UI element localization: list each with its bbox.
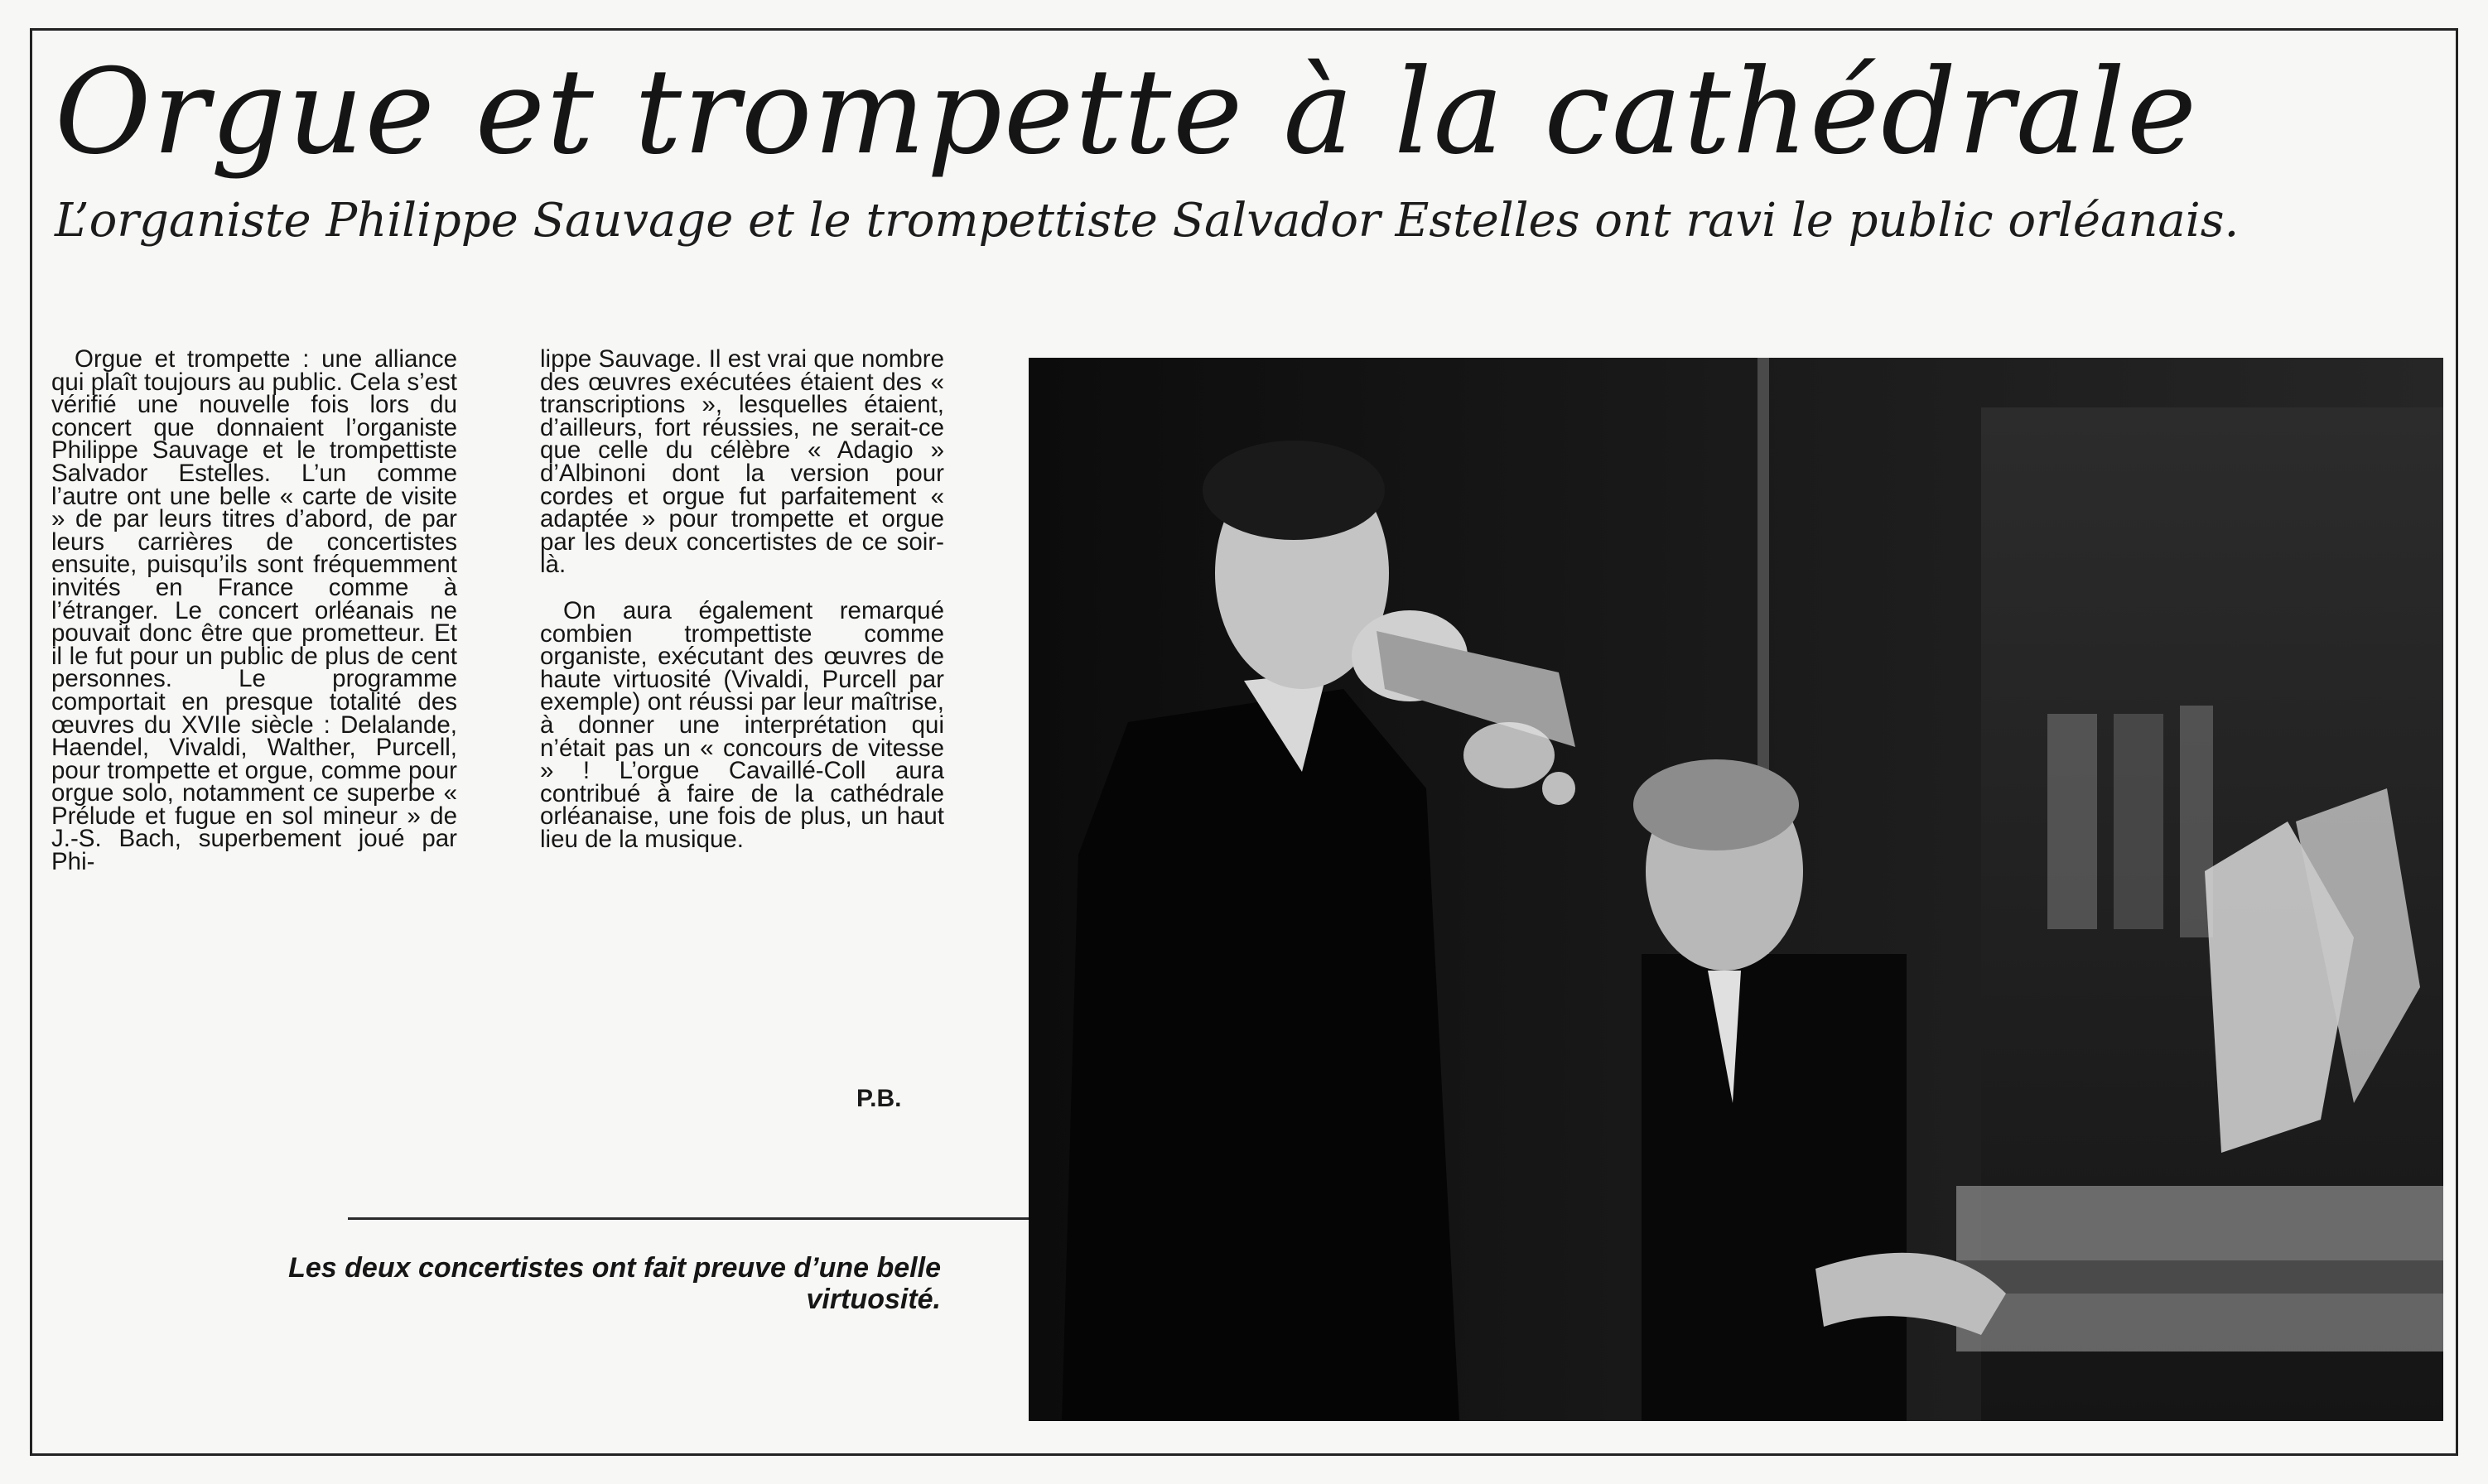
headline: Orgue et trompette à la cathédrale [55,44,2199,181]
article-column-2 [540,345,944,853]
article-column-1 [51,345,457,876]
column-2-paragraph-2: On aura également remarqué combien trompettiste comme organiste, exécutant des œuvres de haute virtuosité (Vivaldi, Purcell par exemple) ont réussi par leur maîtrise, à donner une interprétation qui n’était pas un « concours de vitesse » ! L’orgue Cavaillé-Coll aura contribué à faire de la cathédrale orléanaise, une fois de plus, un haut lieu de la musique. [540,596,944,853]
byline: P.B. [856,1085,902,1112]
column-2-paragraph-1: lippe Sauvage. Il est vrai que nombre des œuvres exécutées étaient des « transcriptions », lesquelles étaient, d’ailleurs, fort réussies, ne serait-ce que celle du célèbre « Adagio » d’Albinoni dont la version pour cordes et orgue fut parfaitement « adaptée » pour trompette et orgue par les deux concertistes de ce soir-là. [540,345,944,579]
column-1-paragraph: Orgue et trompette : une alliance qui plaît toujours au public. Cela s’est vérifié une nouvelle fois lors du concert que donnaient l’organiste Philippe Sauvage et le trompettiste Salvador Estelles. L’un comme l’autre ont une belle « carte de visite » de par leurs titres d’abord, de par leurs carrières de concertistes ensuite, puisqu’ils sont fréquemment invités en France comme à l’étranger. Le concert orléanais ne pouvait donc être que prometteur. Et il le fut pour un public de plus de cent personnes. Le programme comportait en presque totalité des œuvres du XVIIe siècle : Delalande, Haendel, Vivaldi, Walther, Purcell, pour trompette et orgue, comme pour orgue solo, notamment ce superbe « Prélude et fugue en sol mineur » de J.-S. Bach, superbement joué par Phi- [51,345,457,876]
subheadline: L’organiste Philippe Sauvage et le trompettiste Salvador Estelles ont ravi le public orléanais. [55,194,2240,248]
caption-rule [348,1217,1035,1220]
photo-caption: Les deux concertistes ont fait preuve d’une belle virtuosité. [288,1252,941,1315]
concert-photo-illustration [1029,358,2443,1421]
concert-photo [1029,358,2443,1421]
